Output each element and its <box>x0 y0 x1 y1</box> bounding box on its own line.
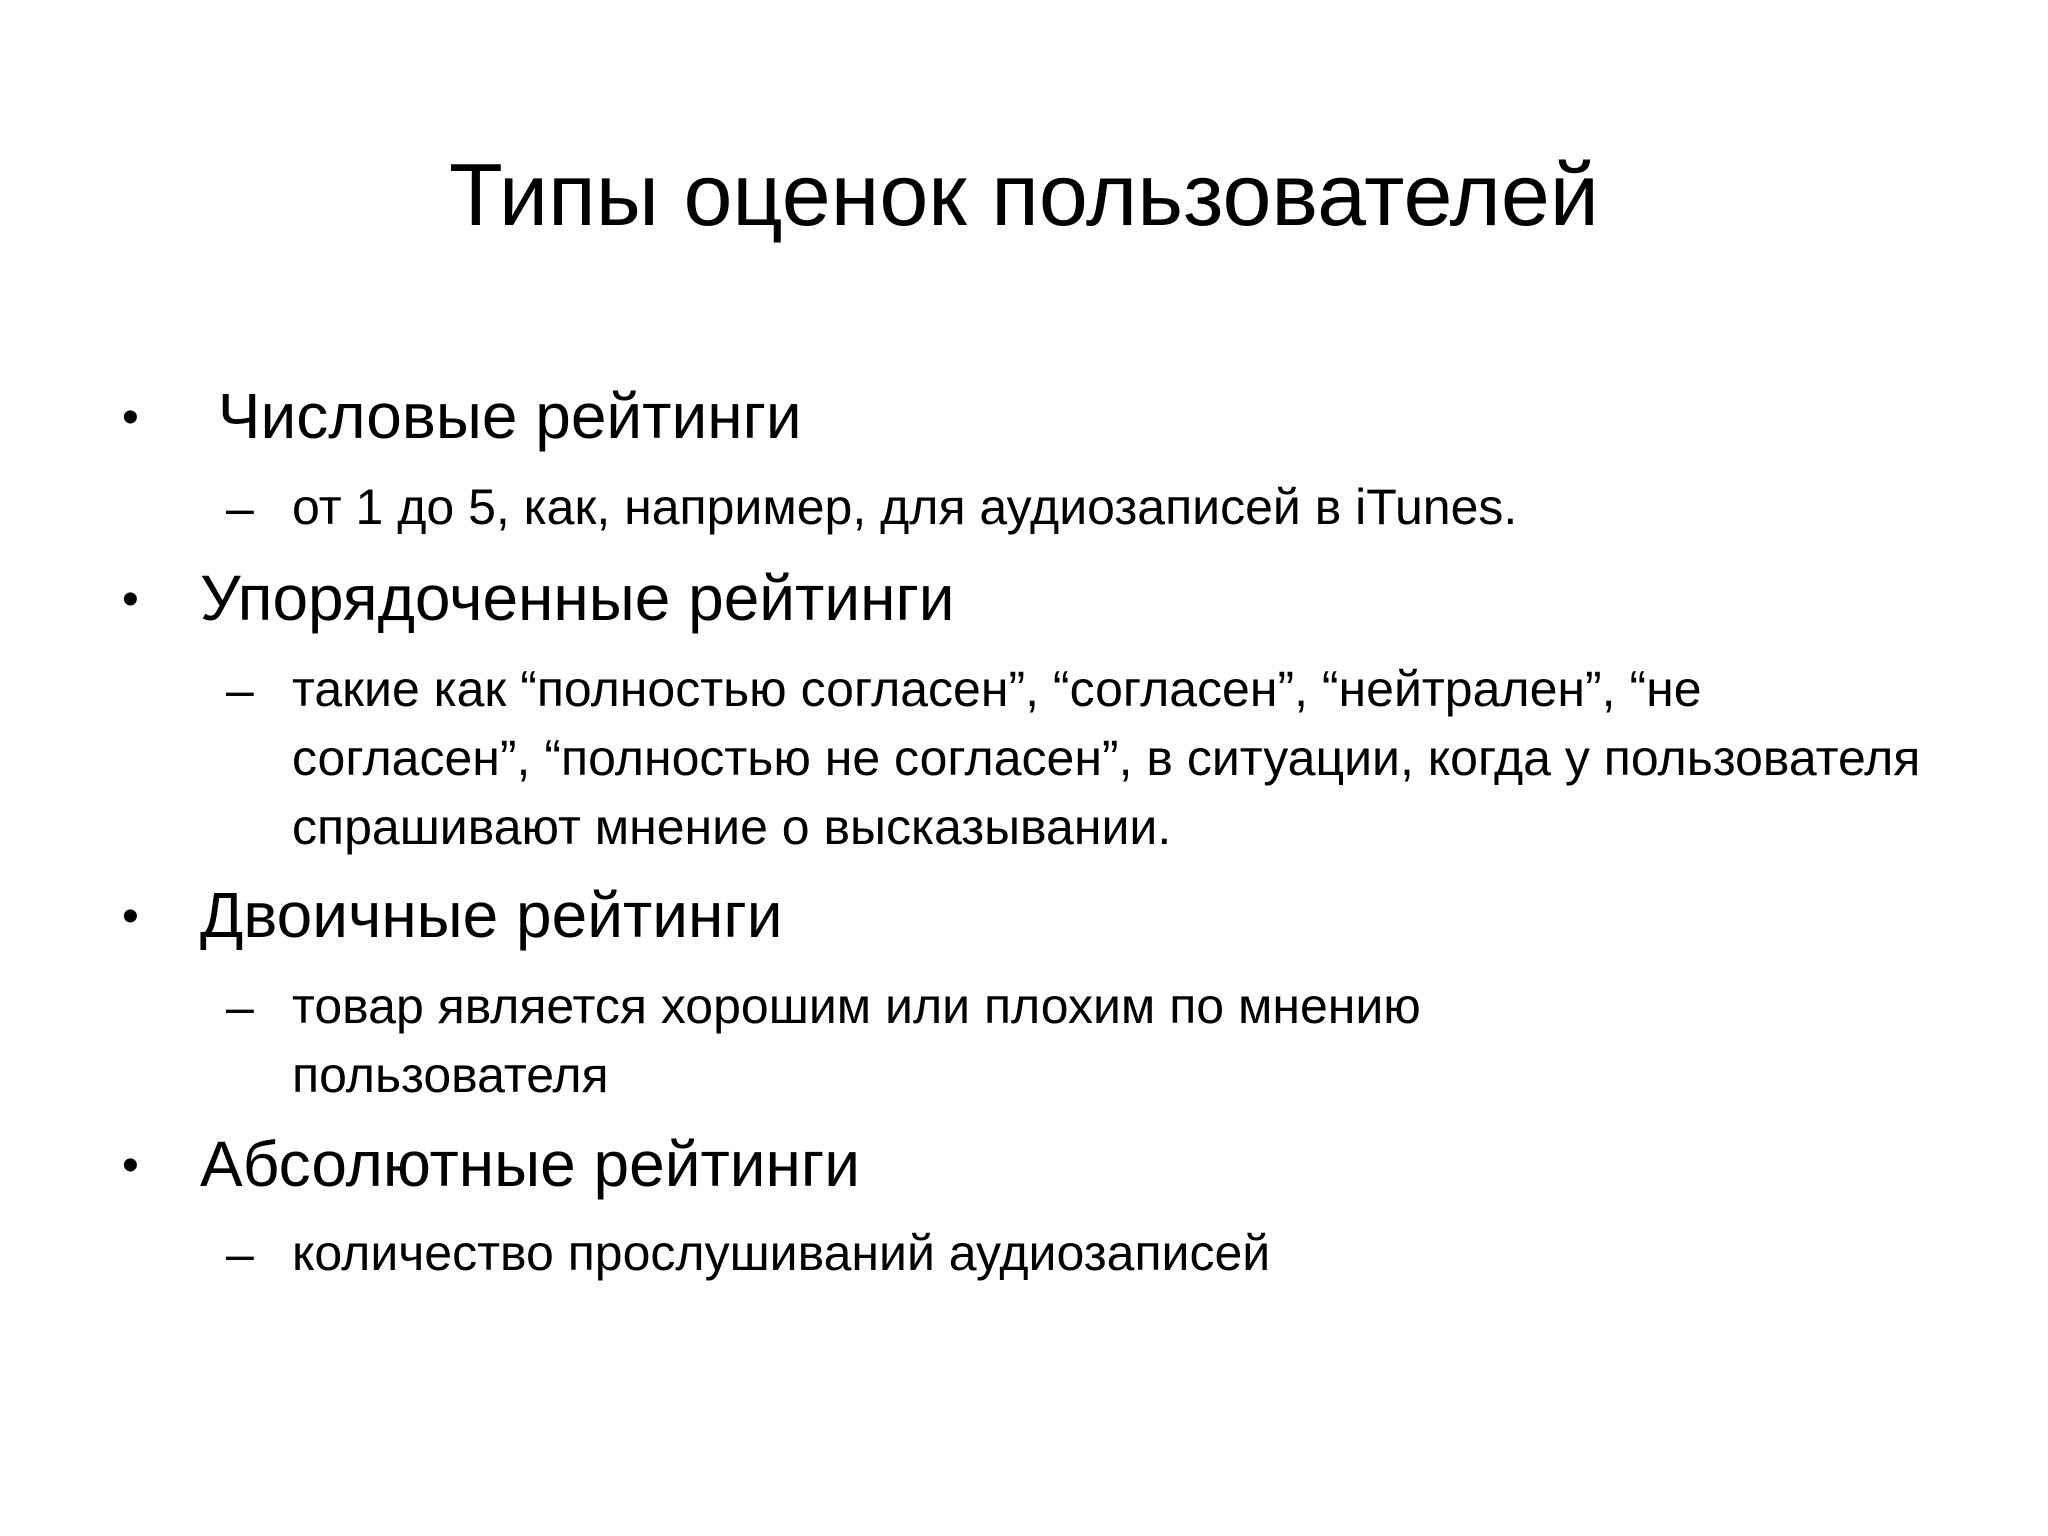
sub-bullet-marker: – <box>226 1226 254 1282</box>
bullet-marker: • <box>122 573 139 626</box>
bullet-label-numeric-ratings: Числовые рейтинги <box>200 380 802 452</box>
bullet-marker: • <box>122 391 139 444</box>
sub-bullet-text: товар является хорошим или плохим по мнению пользователя <box>292 978 1421 1103</box>
sub-bullet-marker: – <box>226 662 254 718</box>
bullet-marker: • <box>122 890 139 943</box>
sub-bullet-text: количество прослушиваний аудиозаписей <box>292 1225 1271 1281</box>
bullet-label-ordinal-ratings: Упорядоченные рейтинги <box>200 562 955 634</box>
sub-bullet-text: такие как “полностью согласен”, “согласен”, “нейтрален”, “не согласен”, “полностью не согласен”, в ситуации, когда у пользователя спрашивают мнение о высказывании. <box>292 661 1921 855</box>
bullet-marker: • <box>122 1139 139 1192</box>
sub-bullet-marker: – <box>226 480 254 536</box>
bullet-label-binary-ratings: Двоичные рейтинги <box>200 879 783 951</box>
sub-bullet-marker: – <box>226 979 254 1035</box>
bullet-label-absolute-ratings: Абсолютные рейтинги <box>200 1128 860 1200</box>
sub-bullet-text: от 1 до 5, как, например, для аудиозаписей в iTunes. <box>292 479 1518 535</box>
slide-title: Типы оценок пользователей <box>449 145 1599 244</box>
